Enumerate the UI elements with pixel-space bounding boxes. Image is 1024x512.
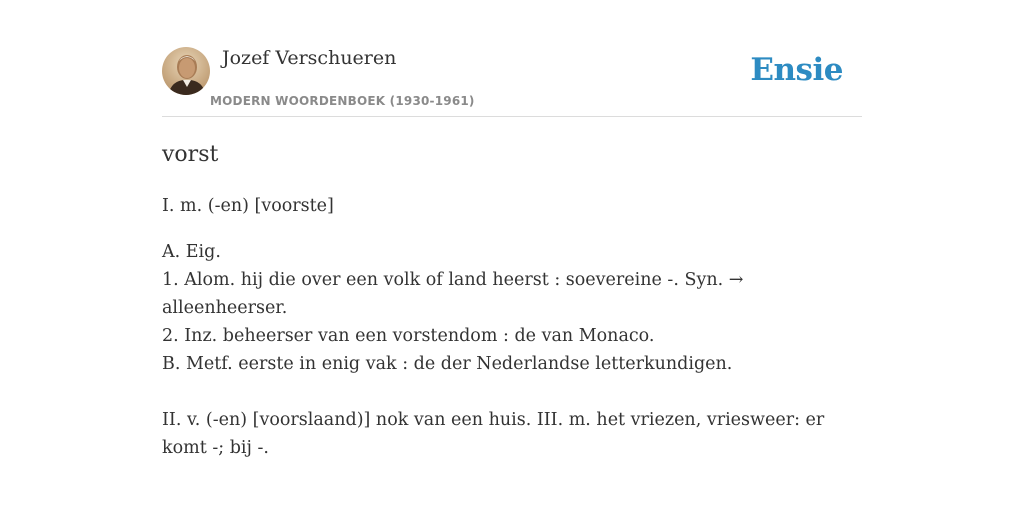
definition-line-a2: 2. Inz. beheerser van een vorstendom : de van Monaco. bbox=[162, 326, 655, 346]
entry-card bbox=[162, 0, 862, 512]
ensie-logo[interactable]: Ensie bbox=[750, 52, 843, 88]
definition-spacer bbox=[162, 378, 862, 406]
author-name[interactable]: Jozef Verschueren bbox=[222, 47, 397, 69]
entry-term: vorst bbox=[162, 142, 219, 167]
definition-heading: I. m. (-en) [voorste] bbox=[162, 196, 334, 216]
definition-line-a1: 1. Alom. hij die over een volk of land heerst : soevereine -. Syn. → alleenheerser. bbox=[162, 270, 744, 318]
definition-line-a: A. Eig. bbox=[162, 242, 221, 262]
definition-line-ii: II. v. (-en) [voorslaand)] nok van een huis. III. m. het vriezen, vriesweer: er komt -; bij -. bbox=[162, 410, 825, 458]
entry-header bbox=[162, 0, 862, 117]
definition-line-b: B. Metf. eerste in enig vak : de der Nederlandse letterkundigen. bbox=[162, 354, 733, 374]
author-avatar[interactable] bbox=[162, 47, 210, 95]
entry-definition bbox=[162, 192, 862, 462]
author-portrait-icon bbox=[162, 47, 210, 95]
source-label[interactable]: MODERN WOORDENBOEK (1930-1961) bbox=[210, 94, 475, 108]
